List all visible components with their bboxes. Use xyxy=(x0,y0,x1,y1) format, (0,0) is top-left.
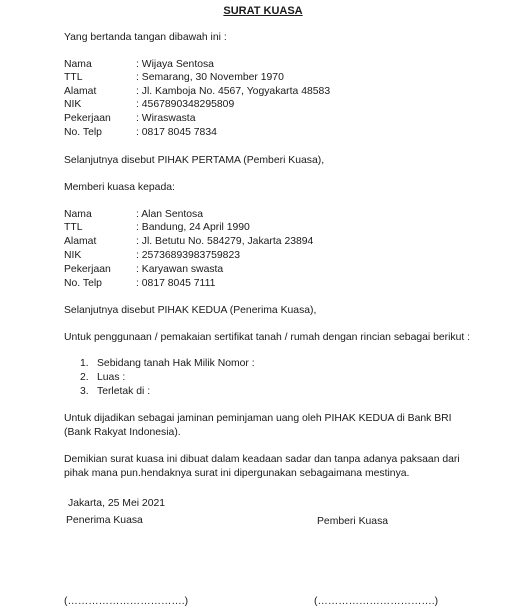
party1-value: : Jl. Kamboja No. 4567, Yogyakarta 48583 xyxy=(136,86,331,97)
party1-label: No. Telp xyxy=(64,127,102,138)
party2-label: NIK xyxy=(64,250,82,261)
usage-text-line1: Untuk dijadikan sebagai jaminan peminjaman uang oleh PIHAK KEDUA di Bank BRI xyxy=(64,413,452,424)
party2-value: : Jl. Betutu No. 584279, Jakarta 23894 xyxy=(136,236,314,247)
party1-note: Selanjutnya disebut PIHAK PERTAMA (Pemberi Kuasa), xyxy=(64,155,325,166)
party1-value: : Wijaya Sentosa xyxy=(136,59,214,70)
party1-value: : Semarang, 30 November 1970 xyxy=(136,72,284,83)
usage-text-line2: (Bank Rakyat Indonesia). xyxy=(64,427,181,438)
party2-value: : Bandung, 24 April 1990 xyxy=(136,222,250,233)
party1-label: Nama xyxy=(64,59,92,70)
list-item-text: Luas : xyxy=(97,372,126,383)
intro-text: Yang bertanda tangan dibawah ini : xyxy=(64,32,227,43)
place-date: Jakarta, 25 Mei 2021 xyxy=(68,498,166,509)
party2-label: Nama xyxy=(64,209,92,220)
party1-label: NIK xyxy=(64,99,82,110)
grant-text: Memberi kuasa kepada: xyxy=(64,182,175,193)
receiver-label: Penerima Kuasa xyxy=(66,515,143,526)
party1-label: TTL xyxy=(64,72,83,83)
party2-value: : Alan Sentosa xyxy=(136,209,204,220)
giver-signature-line: (…………………………….) xyxy=(314,596,439,607)
party2-value: : Karyawan swasta xyxy=(136,264,224,275)
closing-text-line2: pihak mana pun.hendaknya surat ini dipergunakan sebagaimana mestinya. xyxy=(64,468,410,479)
party2-label: Pekerjaan xyxy=(64,264,111,275)
receiver-signature-line: (…………………………….) xyxy=(64,596,189,607)
list-item-number: 1. xyxy=(80,358,89,369)
party1-value: : Wiraswasta xyxy=(136,113,196,124)
list-item-text: Sebidang tanah Hak Milik Nomor : xyxy=(97,358,255,369)
party1-value: : 0817 8045 7834 xyxy=(136,127,217,138)
party2-label: Alamat xyxy=(64,236,97,247)
party2-value: : 25736893983759823 xyxy=(136,250,241,261)
party1-value: : 4567890348295809 xyxy=(136,99,235,110)
party2-note: Selanjutnya disebut PIHAK KEDUA (Penerima Kuasa), xyxy=(64,305,317,316)
party2-label: No. Telp xyxy=(64,278,102,289)
list-item-number: 3. xyxy=(80,386,89,397)
list-item-number: 2. xyxy=(80,372,89,383)
purpose-text: Untuk penggunaan / pemakaian sertifikat tanah / rumah dengan rincian sebagai berikut : xyxy=(64,332,471,343)
party2-label: TTL xyxy=(64,222,83,233)
giver-label: Pemberi Kuasa xyxy=(317,516,389,527)
party1-label: Pekerjaan xyxy=(64,113,111,124)
document-title: SURAT KUASA xyxy=(223,5,303,17)
closing-text-line1: Demikian surat kuasa ini dibuat dalam keadaan sadar dan tanpa adanya paksaan dari xyxy=(64,454,460,465)
list-item-text: Terletak di : xyxy=(97,386,151,397)
party2-value: : 0817 8045 7111 xyxy=(136,278,216,289)
party1-label: Alamat xyxy=(64,86,97,97)
